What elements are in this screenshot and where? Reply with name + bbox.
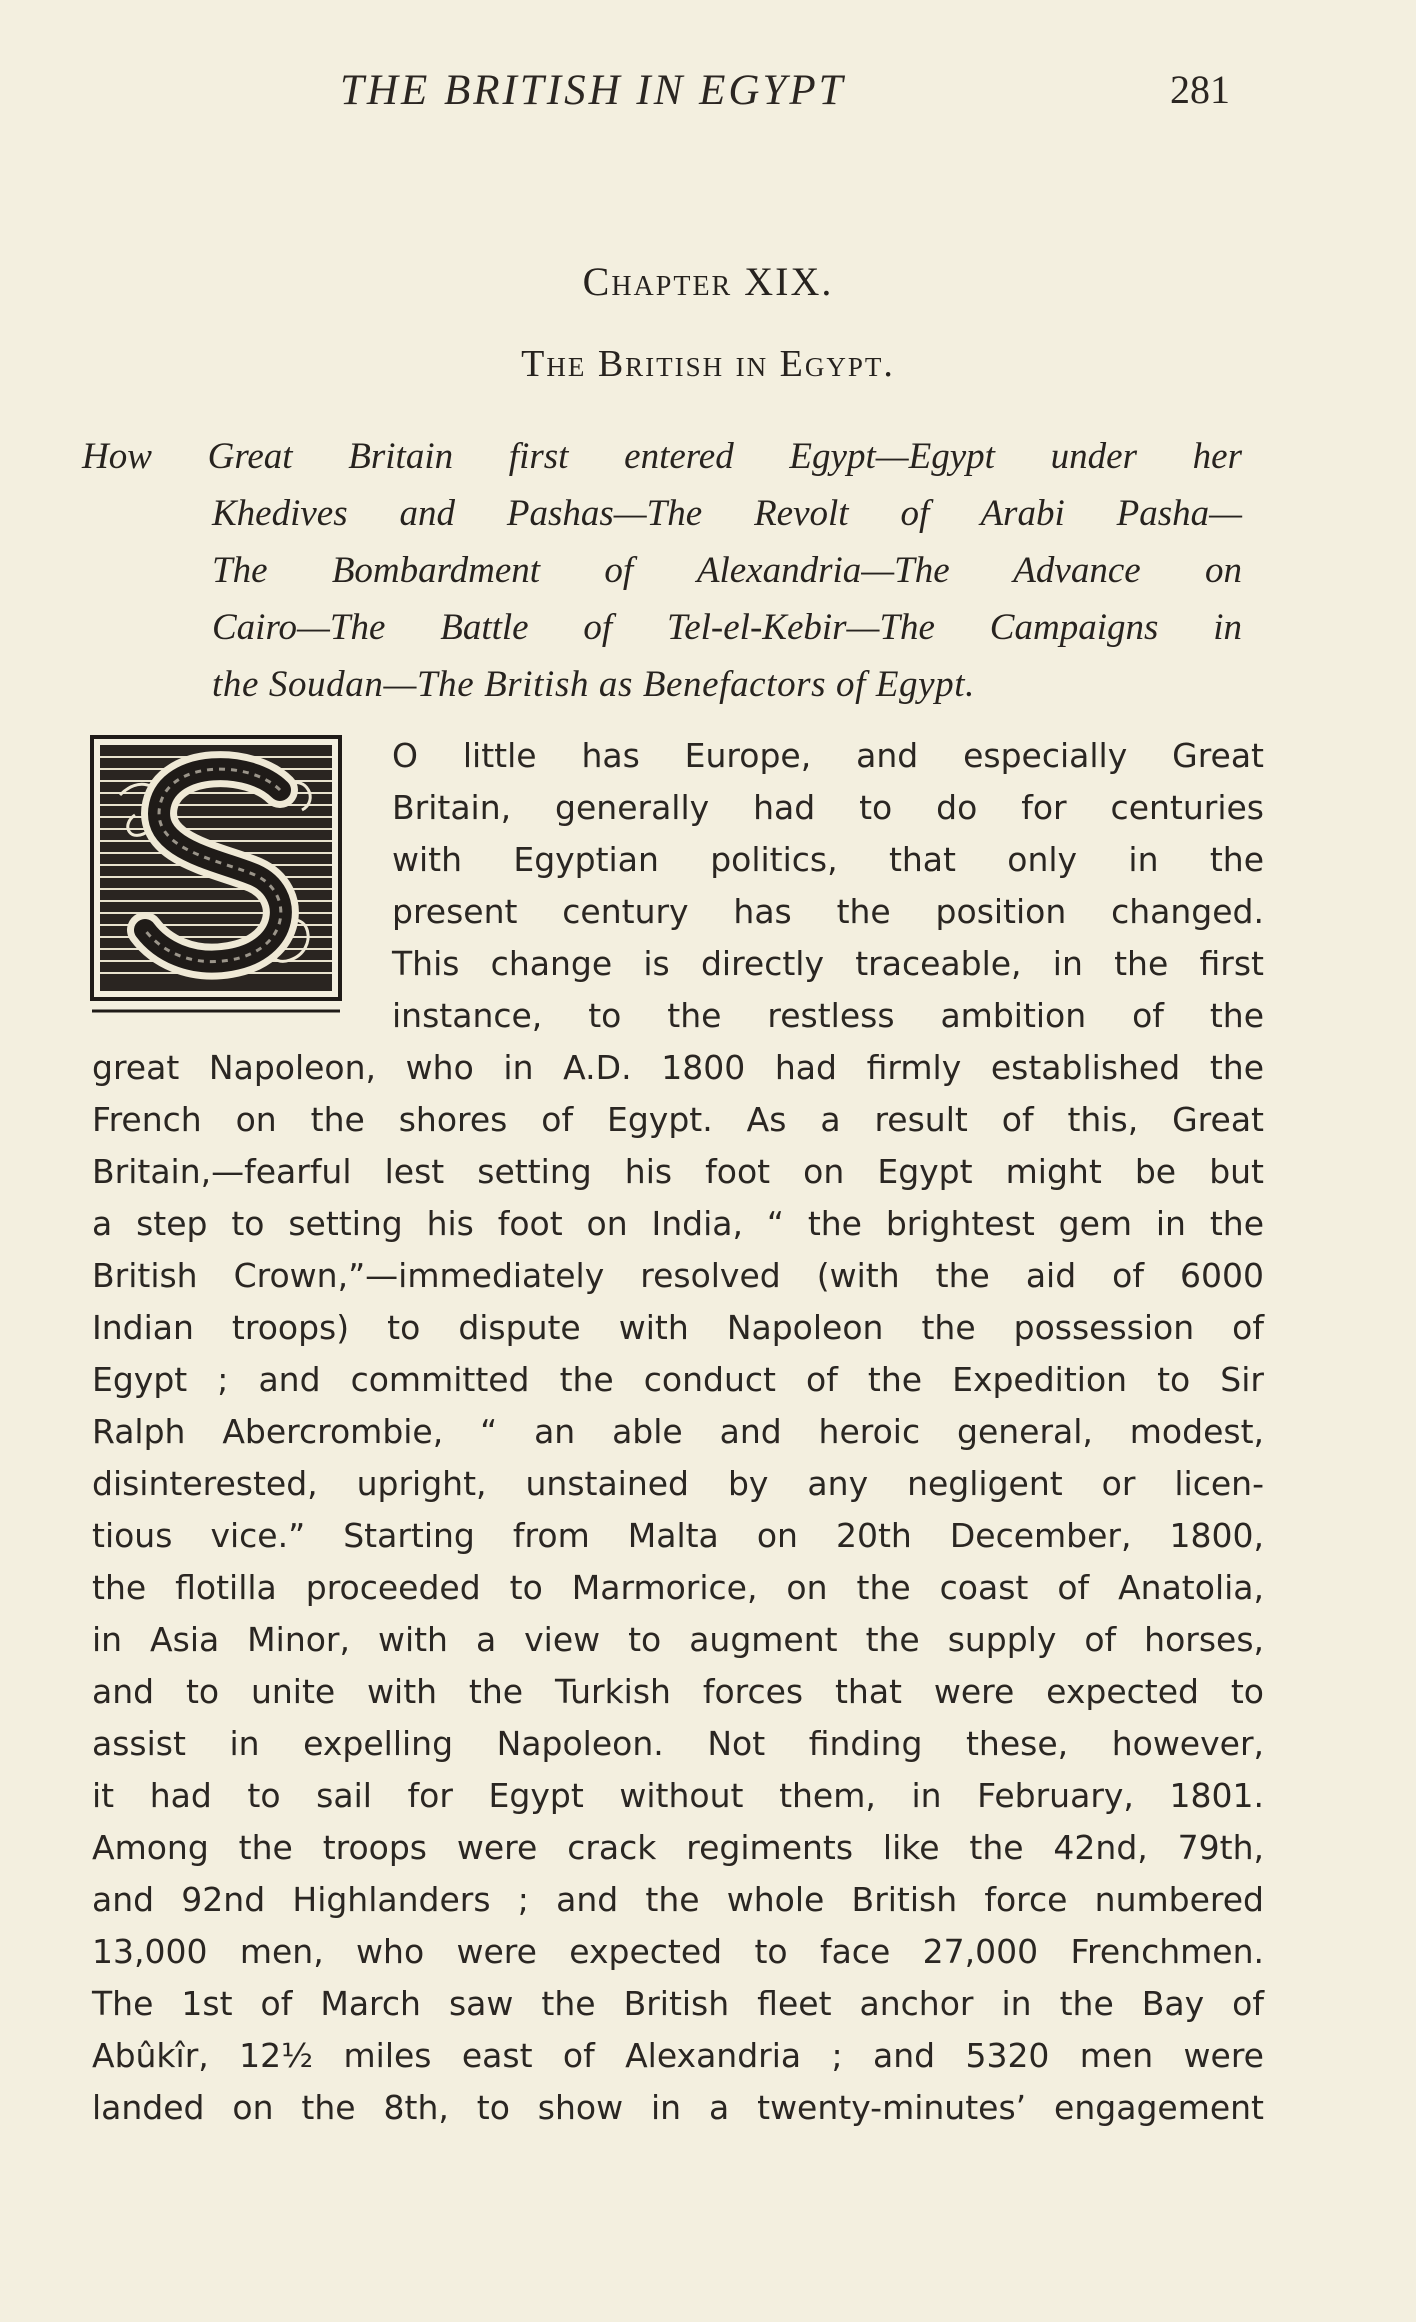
body-line: great Napoleon, who in A.D. 1800 had firmly established the	[92, 1048, 1264, 1087]
body-line: O little has Europe, and especially Great	[392, 736, 1264, 775]
body-line: Egypt ; and committed the conduct of the Expedition to Sir	[92, 1360, 1264, 1399]
body-line: Abûkîr, 12½ miles east of Alexandria ; and 5320 men were	[92, 2036, 1264, 2075]
body-line: This change is directly traceable, in the first	[392, 944, 1264, 983]
body-line: British Crown,”—immediately resolved (with the aid of 6000	[92, 1256, 1264, 1295]
body-line: landed on the 8th, to show in a twenty-minutes’ engagement	[92, 2088, 1264, 2127]
body-line: Britain,—fearful lest setting his foot on Egypt might be but	[92, 1152, 1264, 1191]
synopsis-line: Khedives and Pashas—The Revolt of Arabi Pasha—	[212, 493, 1242, 534]
body-line: 13,000 men, who were expected to face 27,000 Frenchmen.	[92, 1932, 1264, 1971]
body-line: and 92nd Highlanders ; and the whole British force numbered	[92, 1880, 1264, 1919]
body-line: instance, to the restless ambition of the	[392, 996, 1264, 1035]
chapter-synopsis	[82, 428, 1242, 713]
body-line: tious vice.” Starting from Malta on 20th December, 1800,	[92, 1516, 1264, 1555]
body-line: the flotilla proceeded to Marmorice, on the coast of Anatolia,	[92, 1568, 1264, 1607]
body-line: Among the troops were crack regiments like the 42nd, 79th,	[92, 1828, 1264, 1867]
body-line: Indian troops) to dispute with Napoleon the possession of	[92, 1308, 1264, 1347]
chapter-title: The British in Egypt.	[521, 343, 895, 385]
body-text	[92, 730, 1264, 2134]
running-head	[0, 66, 1416, 126]
body-line: with Egyptian politics, that only in the	[392, 840, 1264, 879]
synopsis-line: How Great Britain first entered Egypt—Egypt under her	[82, 436, 1242, 477]
body-line: present century has the position changed.	[392, 892, 1264, 931]
body-line: The 1st of March saw the British fleet anchor in the Bay of	[92, 1984, 1264, 2023]
synopsis-line: The Bombardment of Alexandria—The Advance on	[212, 550, 1242, 591]
body-line: Ralph Abercrombie, “ an able and heroic general, modest,	[92, 1412, 1264, 1451]
drop-cap-letter: S	[90, 735, 91, 736]
body-line: and to unite with the Turkish forces that were expected to	[92, 1672, 1264, 1711]
body-line: French on the shores of Egypt. As a result of this, Great	[92, 1100, 1264, 1139]
body-line: a step to setting his foot on India, “ the brightest gem in the	[92, 1204, 1264, 1243]
chapter-number: Chapter XIX.	[582, 259, 834, 304]
body-line: Britain, generally had to do for centuries	[392, 788, 1264, 827]
body-line: assist in expelling Napoleon. Not finding these, however,	[92, 1724, 1264, 1763]
running-title: THE BRITISH IN EGYPT	[340, 67, 846, 114]
synopsis-line: the Soudan—The British as Benefactors of Egypt.	[212, 664, 975, 705]
body-line: it had to sail for Egypt without them, in February, 1801.	[92, 1776, 1264, 1815]
body-line: in Asia Minor, with a view to augment the supply of horses,	[92, 1620, 1264, 1659]
synopsis-line: Cairo—The Battle of Tel-el-Kebir—The Campaigns in	[212, 607, 1242, 648]
page-number: 281	[1170, 67, 1230, 112]
body-line: disinterested, upright, unstained by any negligent or licen-	[92, 1464, 1264, 1503]
